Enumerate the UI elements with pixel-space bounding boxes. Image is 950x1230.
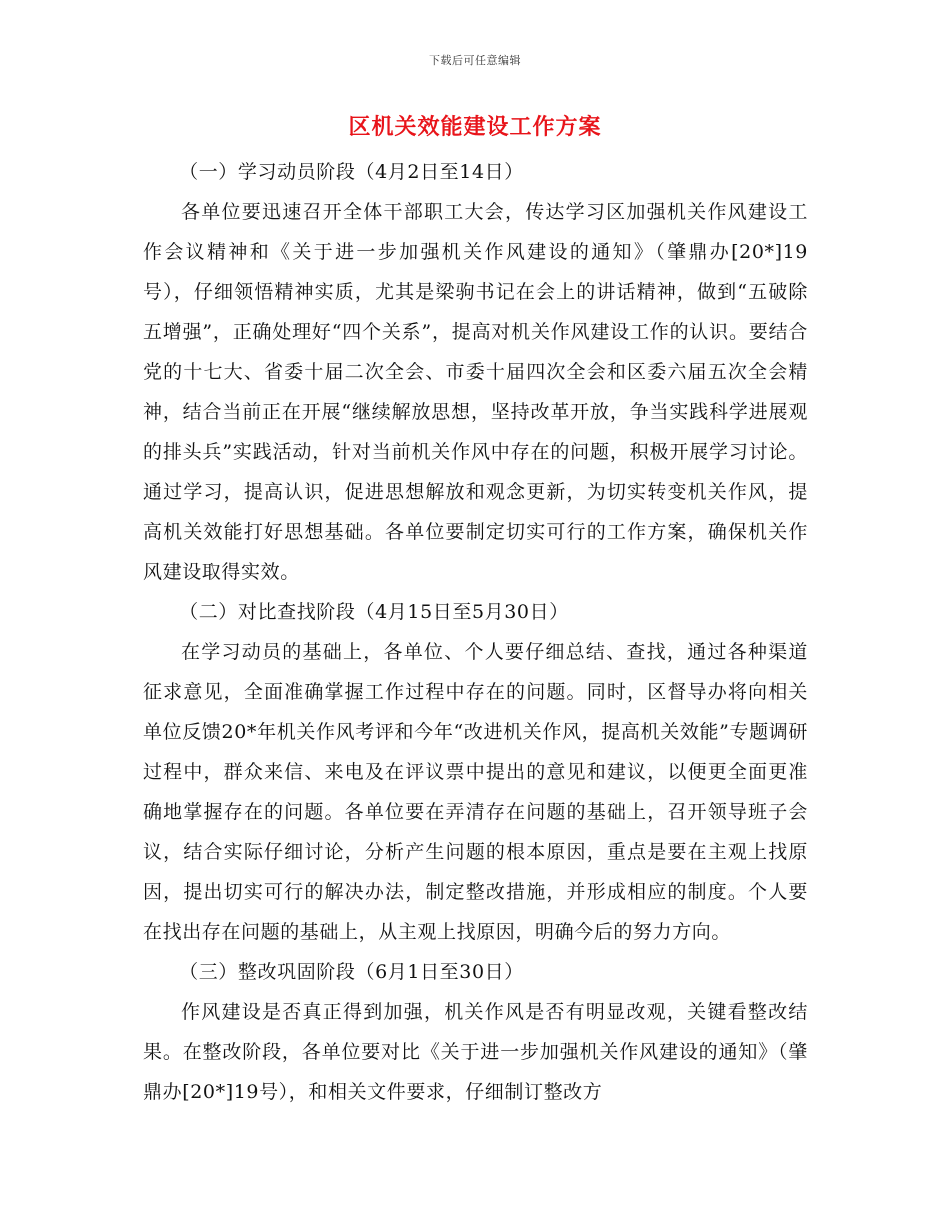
section-paragraph-3: 作风建设是否真正得到加强，机关作风是否有明显改观，关键看整改结果。在整改阶段，各单位要对比《关于进一步加强机关作风建设的通知》（肇鼎办[20*]19号），和相关文件要求，仔细制订整改方 — [143, 1001, 808, 1103]
section-heading-3: （三）整改巩固阶段（6月1日至30日） — [179, 961, 524, 983]
section-heading-2: （二）对比查找阶段（4月15日至5月30日） — [179, 601, 569, 623]
document-title: 区机关效能建设工作方案 — [348, 114, 602, 140]
section-paragraph-2: 在学习动员的基础上，各单位、个人要仔细总结、查找，通过各种渠道征求意见，全面准确掌握工作过程中存在的问题。同时，区督导办将向相关单位反馈20*年机关作风考评和今年“改进机关作风，提高机关效能”专题调研过程中，群众来信、来电及在评议票中提出的意见和建议，以便更全面更准确地掌握存在的问题。各单位要在弄清存在问题的基础上，召开领导班子会议，结合实际仔细讨论，分析产生问题的根本原因，重点是要在主观上找原因，提出切实可行的解决办法，制定整改措施，并形成相应的制度。个人要在找出存在问题的基础上，从主观上找原因，明确今后的努力方向。 — [143, 641, 808, 943]
header-note: 下载后可任意编辑 — [429, 54, 521, 67]
section-heading-1: （一）学习动员阶段（4月2日至14日） — [179, 161, 524, 183]
document-body — [143, 152, 808, 1112]
section-paragraph-1: 各单位要迅速召开全体干部职工大会，传达学习区加强机关作风建设工作会议精神和《关于进一步加强机关作风建设的通知》（肇鼎办[20*]19号），仔细领悟精神实质，尤其是梁驹书记在会上的讲话精神，做到“五破除五增强”，正确处理好“四个关系”，提高对机关作风建设工作的认识。要结合党的十七大、省委十届二次全会、市委十届四次全会和区委六届五次全会精神，结合当前正在开展“继续解放思想，坚持改革开放，争当实践科学进展观的排头兵”实践活动，针对当前机关作风中存在的问题，积极开展学习讨论。通过学习，提高认识，促进思想解放和观念更新，为切实转变机关作风，提高机关效能打好思想基础。各单位要制定切实可行的工作方案，确保机关作风建设取得实效。 — [143, 201, 808, 583]
